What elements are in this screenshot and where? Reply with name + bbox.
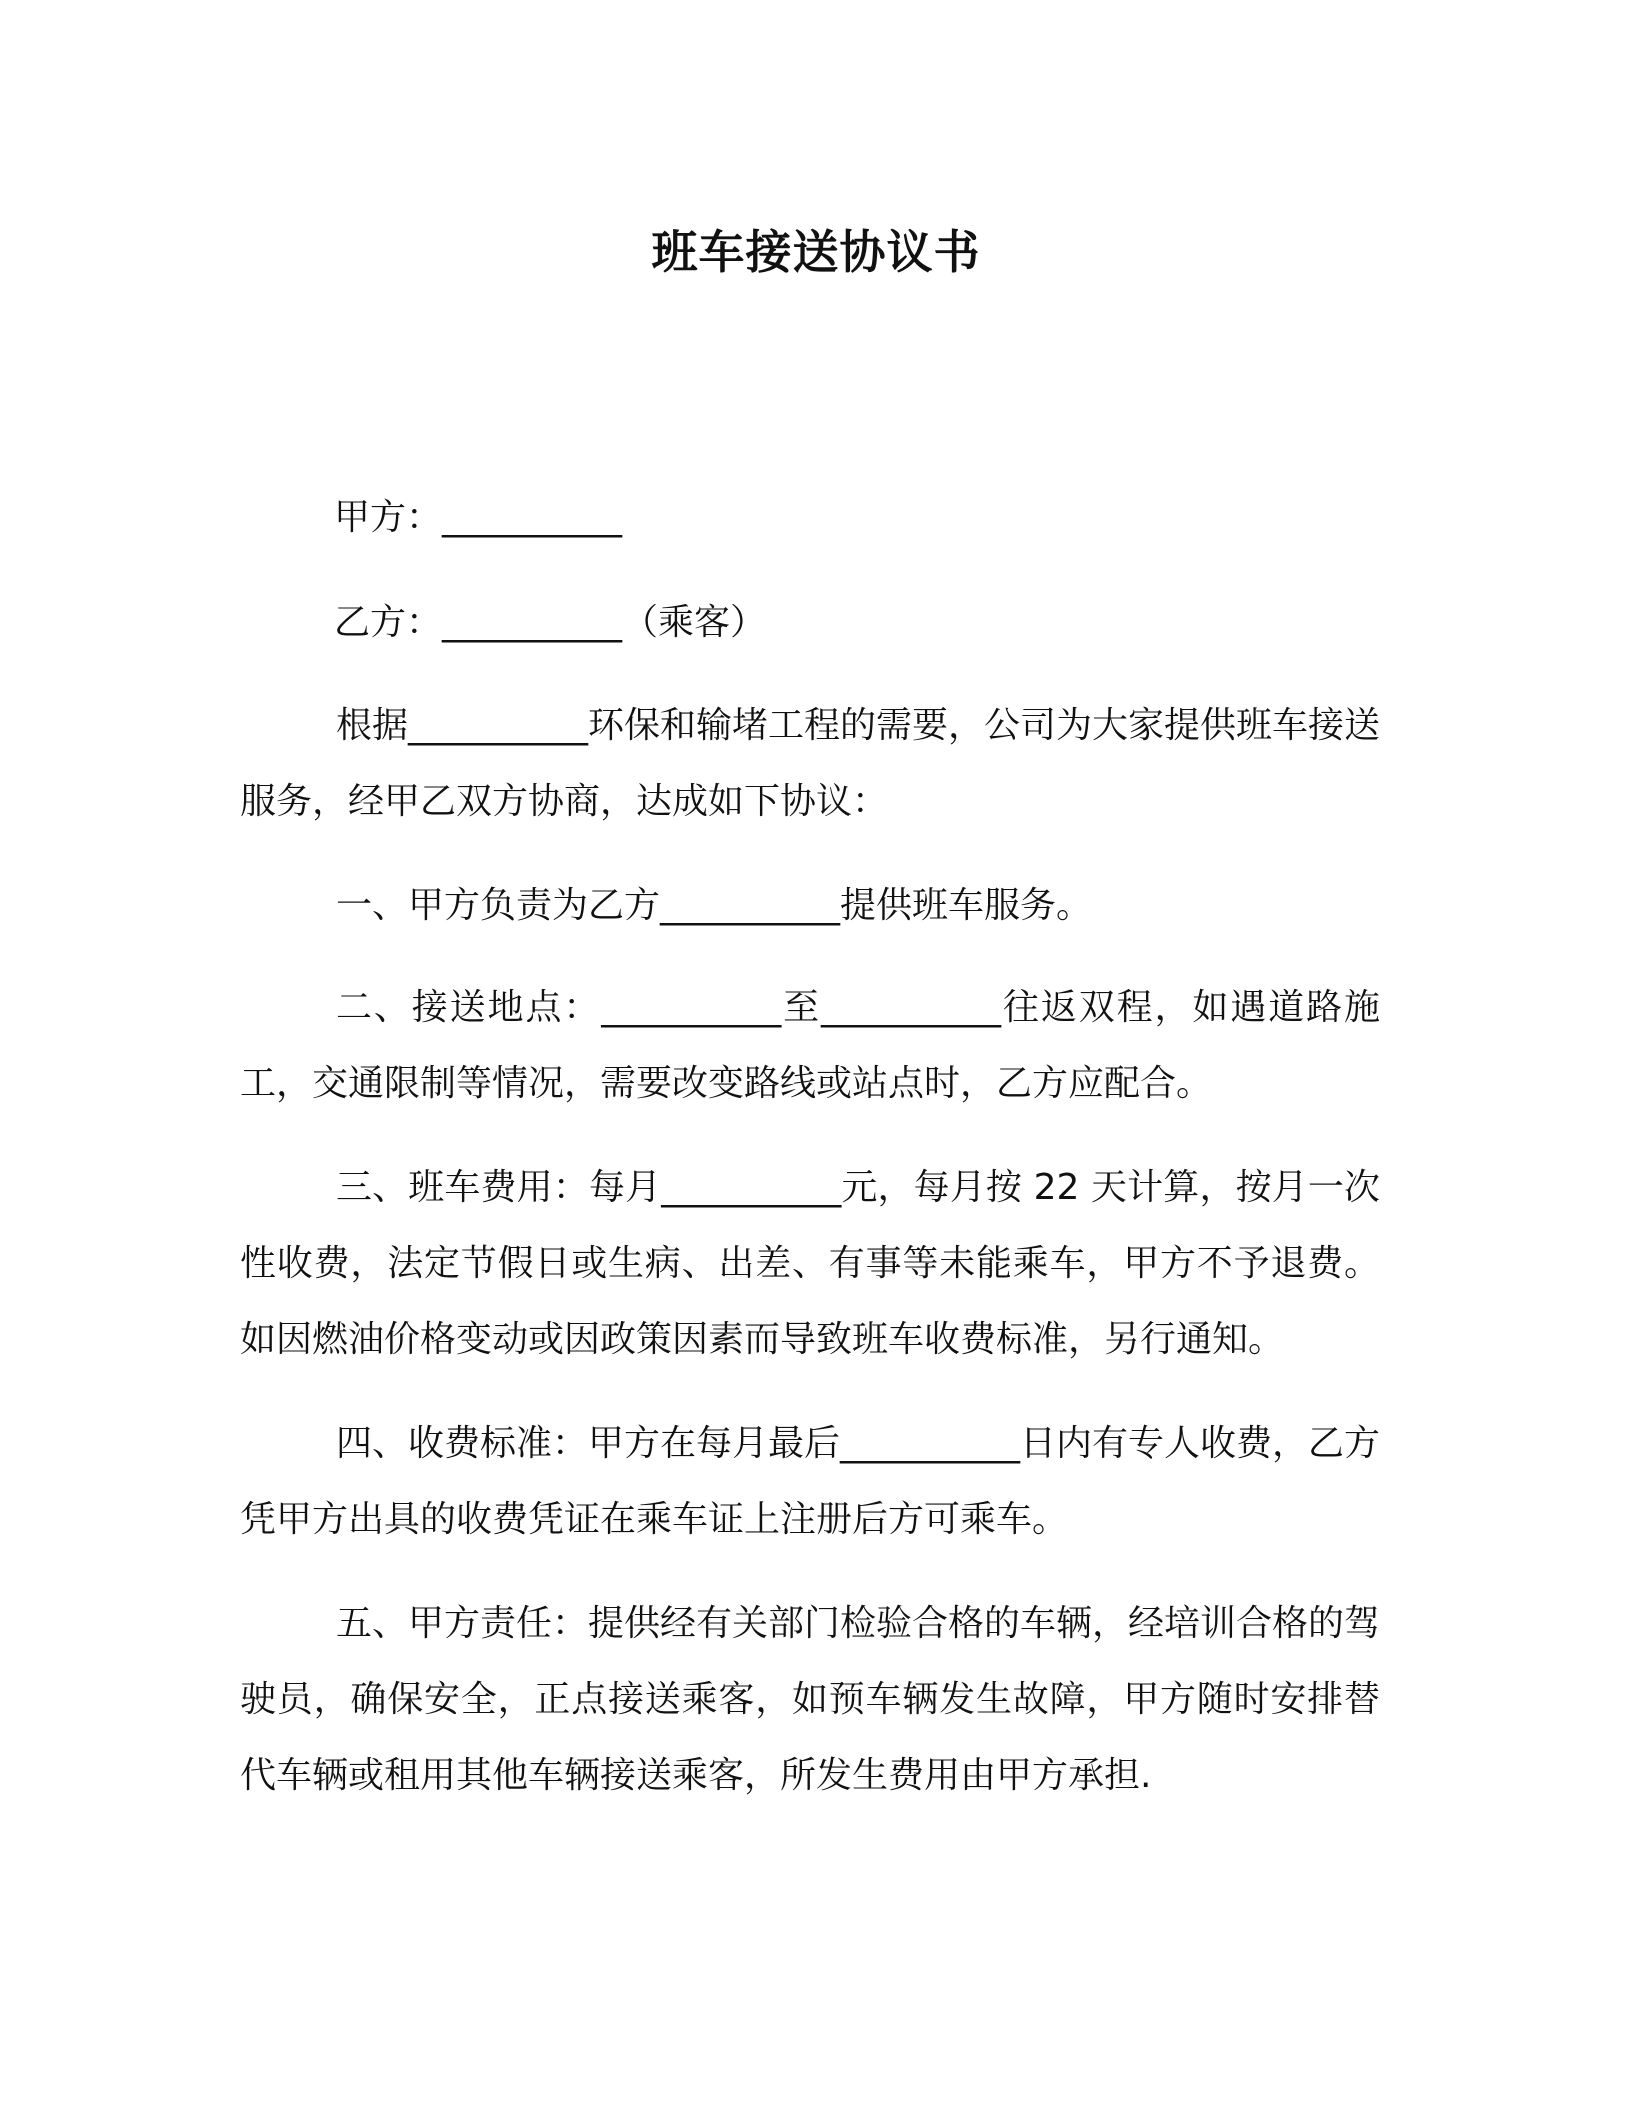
document-title: 班车接送协议书: [651, 225, 981, 279]
clause-4: 四、收费标准：甲方在每月最后__________日内有专人收费，乙方凭甲方出具的收费凭证在乘车证上注册后方可乘车。: [240, 1423, 1381, 1540]
clause-2: 二、接送地点：__________至__________往返双程，如遇道路施工，交通限制等情况，需要改变路线或站点时，乙方应配合。: [240, 987, 1380, 1104]
clause-5: 五、甲方责任：提供经有关部门检验合格的车辆，经培训合格的驾驶员，确保安全，正点接送乘客，如预车辆发生故障，甲方随时安排替代车辆或租用其他车辆接送乘客，所发生费用由甲方承担.: [240, 1603, 1381, 1796]
clause-1: 一、甲方负责为乙方__________提供班车服务。: [336, 885, 1093, 926]
party-a-line: 甲方：__________: [334, 497, 623, 538]
intro-paragraph: 根据__________环保和输堵工程的需要，公司为大家提供班车接送服务，经甲乙双方协商，达成如下协议：: [240, 705, 1381, 822]
clause-3: 三、班车费用：每月__________元，每月按 22 天计算，按月一次性收费，法定节假日或生病、出差、有事等未能乘车，甲方不予退费。如因燃油价格变动或因政策因素而导致班车收费标准，另行通知。: [240, 1167, 1380, 1360]
party-b-line: 乙方：__________（乘客）: [334, 602, 767, 643]
